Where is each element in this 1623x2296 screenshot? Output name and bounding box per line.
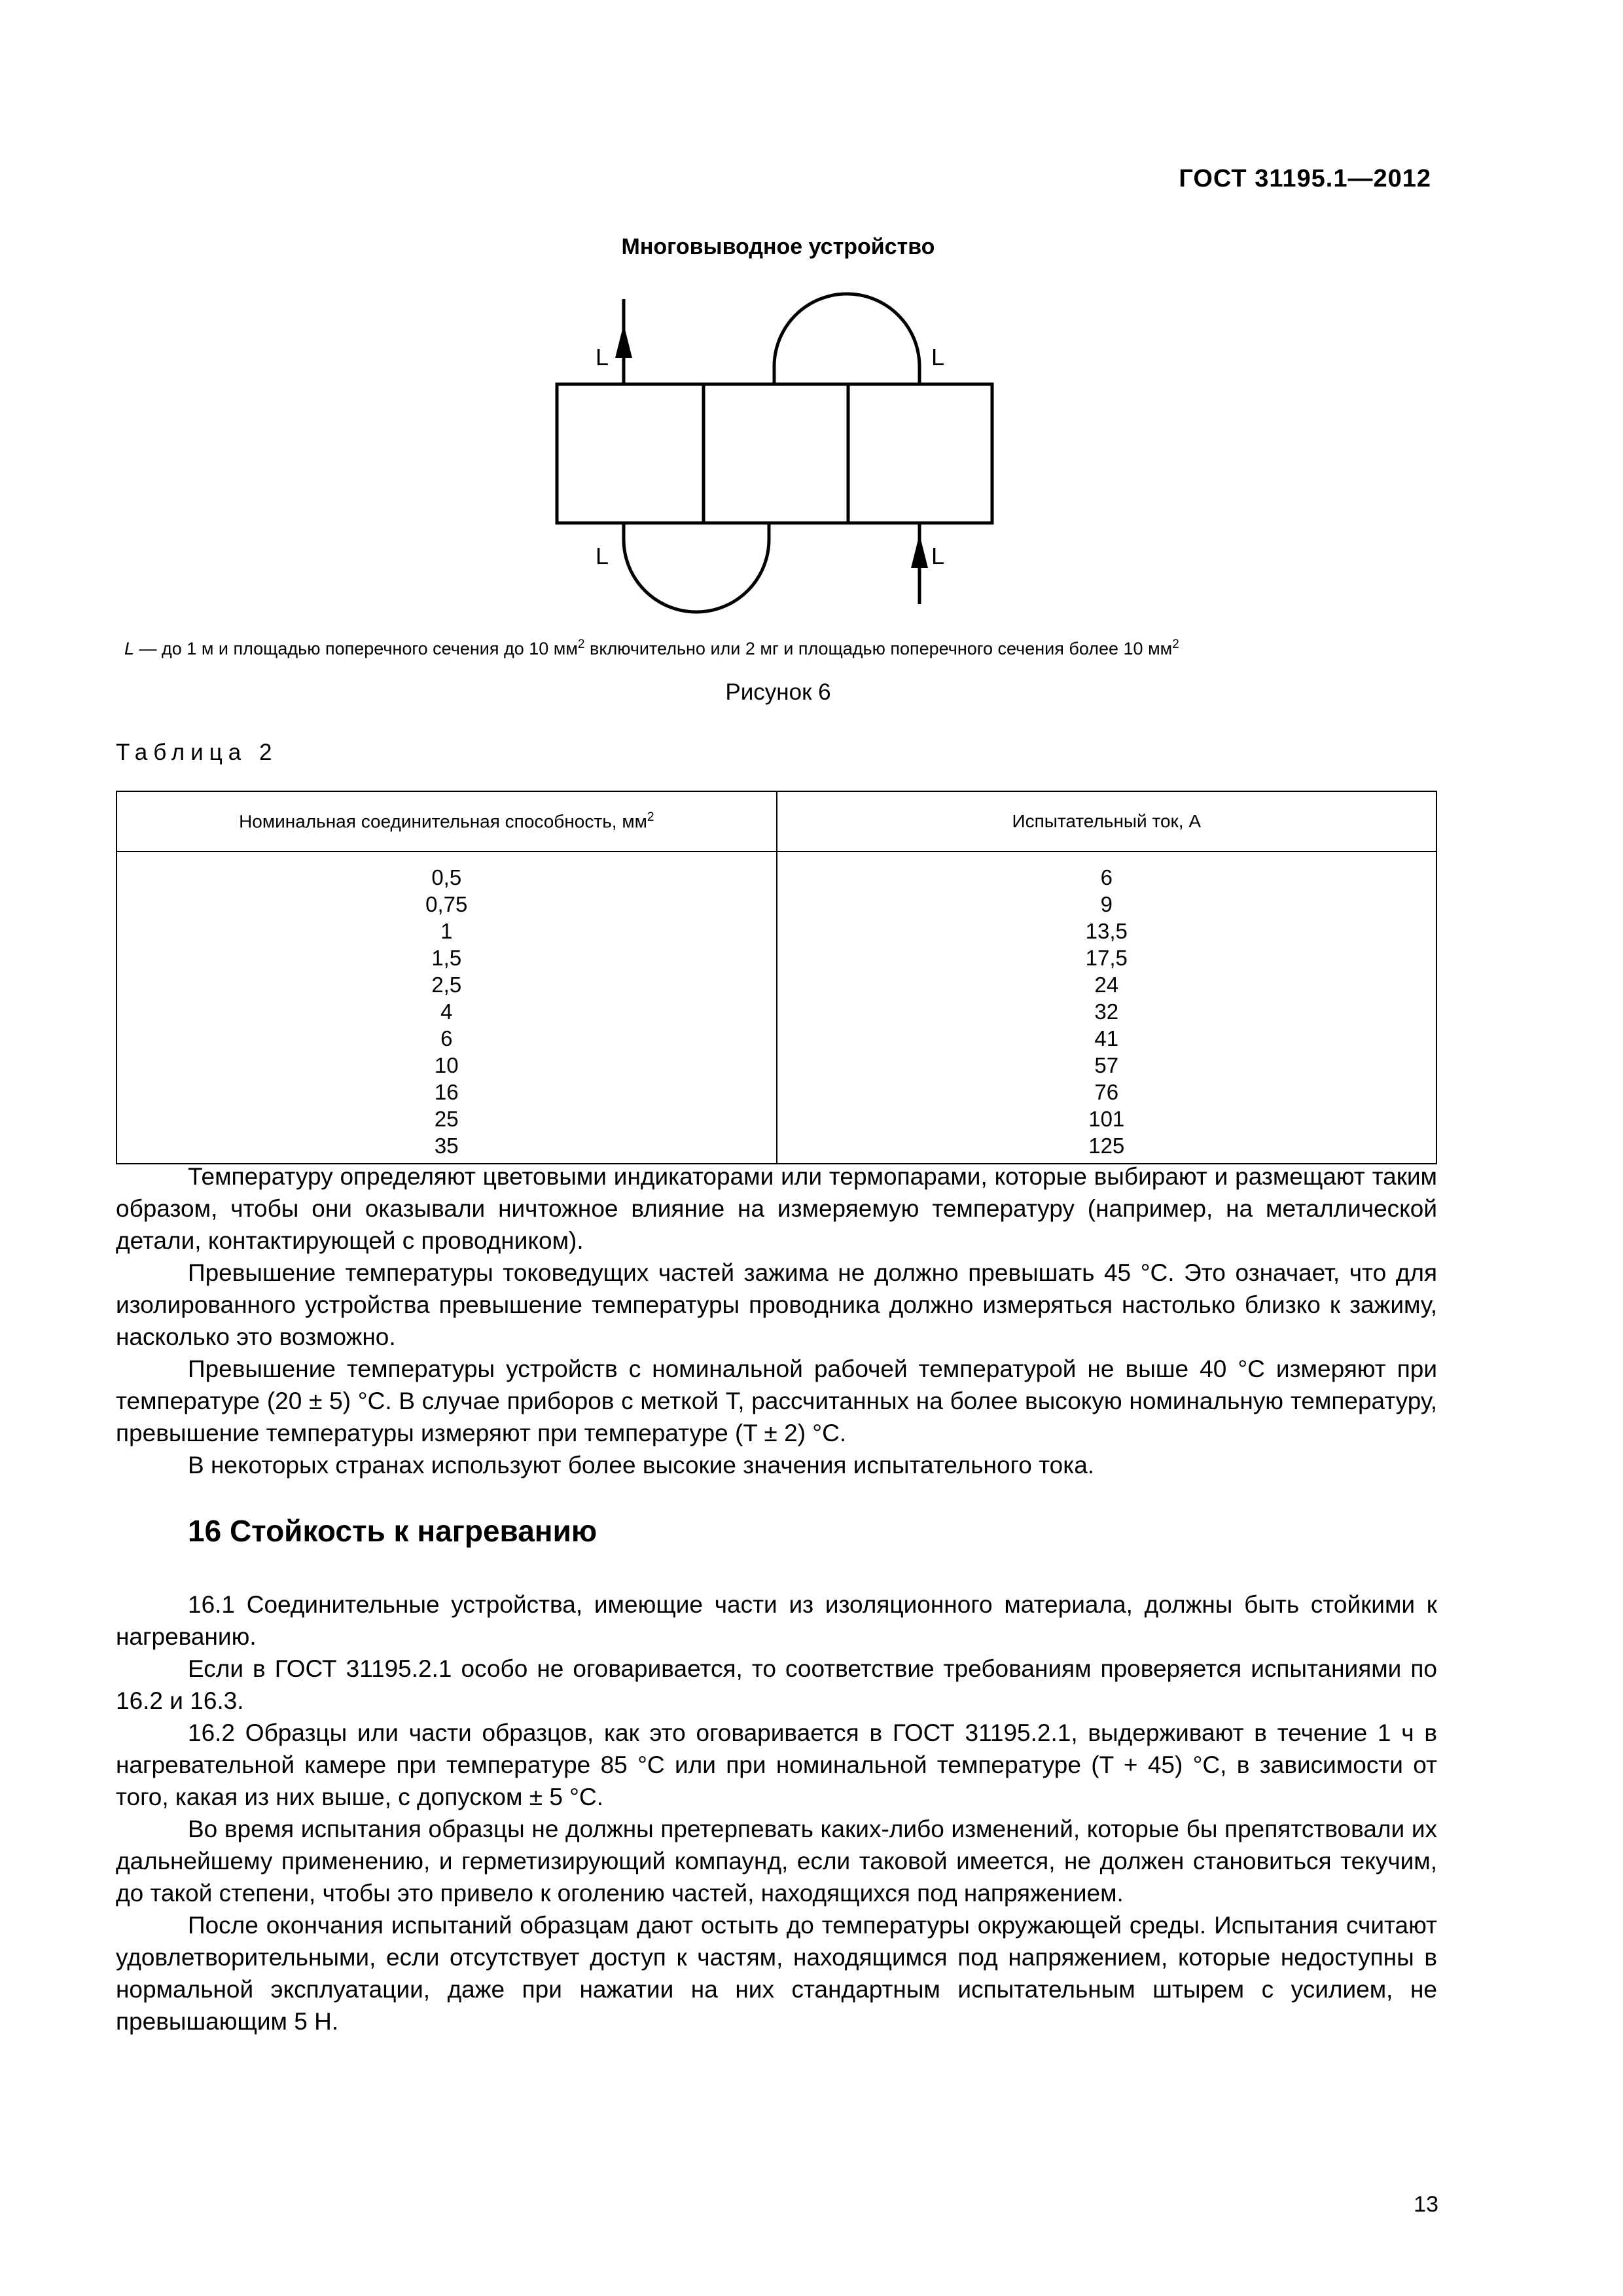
paragraph: Во время испытания образцы не должны претерпевать каких-либо изменений, которые бы препятствовали их дальнейшему применению, и герметизирующий компаунд, если таковой имеется, не должен становиться текучим, до такой степени, чтобы это привело к оголению частей, находящихся под напряжением. xyxy=(116,1816,1437,1907)
page-number: 13 xyxy=(1414,2192,1438,2217)
label-bottom-left: L xyxy=(596,543,609,569)
table-row: 1 13,5 xyxy=(116,918,1436,944)
table-row: 1,5 17,5 xyxy=(116,944,1436,971)
paragraph: Если в ГОСТ 31195.2.1 особо не оговаривается, то соответствие требованиям проверяется испытаниями по 16.2 и 16.3. xyxy=(116,1655,1437,1714)
arrow-up-icon xyxy=(615,324,632,358)
label-top-right: L xyxy=(931,344,945,370)
table-row: 0,75 9 xyxy=(116,891,1436,918)
table-label: Таблица 2 xyxy=(116,740,278,765)
conductor-loop-top xyxy=(774,294,919,384)
document-standard-id: ГОСТ 31195.1—2012 xyxy=(1179,165,1431,192)
paragraph: Температуру определяют цветовыми индикаторами или термопарами, которые выбирают и размещают таким образом, чтобы они оказывали ничтожное влияние на измеряемую температуру (например, на металлической детали, контактирующей с проводником). xyxy=(116,1163,1437,1254)
label-top-left: L xyxy=(596,344,609,370)
table-row: 10 57 xyxy=(116,1052,1436,1079)
table-row: 6 41 xyxy=(116,1025,1436,1052)
column-header-current: Испытательный ток, А xyxy=(777,791,1437,852)
table-row: 0,5 6 xyxy=(116,852,1436,891)
body-text-block xyxy=(116,1160,1437,1481)
label-bottom-right: L xyxy=(931,543,945,569)
table-row: 4 32 xyxy=(116,998,1436,1025)
figure-legend: L — до 1 м и площадью поперечного сечения до 10 $мм^2$ включительно или 2 мг и площадью поперечного сечения более 10 $мм^2$ xyxy=(124,637,1179,658)
column-header-capacity: Номинальная соединительная способность, $мм^2$ xyxy=(116,791,777,852)
test-current-table xyxy=(116,791,1437,1164)
arrow-up-icon xyxy=(911,534,928,568)
paragraph: В некоторых странах используют более высокие значения испытательного тока. xyxy=(188,1452,1095,1479)
paragraph: Превышение температуры токоведущих частей зажима не должно превышать 45 °С. Это означает, что для изолированного устройства превышение температуры проводника должно измеряться настолько близко к зажиму, насколько это возможно. xyxy=(116,1259,1437,1350)
section-heading: 16 Стойкость к нагреванию xyxy=(188,1514,597,1548)
paragraph: Превышение температуры устройств с номинальной рабочей температурой не выше 40 °С измеряют при температуре (20 ± 5) °С. В случае приборов с меткой Т, рассчитанных на более высокую номинальную температуру, превышение температуры измеряют при температуре (T ± 2) °С. xyxy=(116,1355,1437,1446)
paragraph: После окончания испытаний образцам дают остыть до температуры окружающей среды. Испытания считают удовлетворительными, если отсутствует доступ к частям, находящимся под напряжением, которые недоступны в нормальной эксплуатации, даже при нажатии на них стандартным испытательным штырем с усилием, не превышающим 5 Н. xyxy=(116,1912,1437,2035)
multi-terminal-device-diagram xyxy=(0,0,1623,628)
figure-caption: Рисунок 6 xyxy=(725,679,831,705)
table-row: 16 76 xyxy=(116,1079,1436,1105)
terminal-block-outline xyxy=(557,384,992,523)
table-row: 35 125 xyxy=(116,1132,1436,1164)
section-body-text xyxy=(116,1588,1437,2037)
paragraph: 16.1 Соединительные устройства, имеющие части из изоляционного материала, должны быть стойкими к нагреванию. xyxy=(116,1591,1437,1650)
table-header-row xyxy=(116,791,1436,852)
paragraph: 16.2 Образцы или части образцов, как это оговаривается в ГОСТ 31195.2.1, выдерживают в течение 1 ч в нагревательной камере при температуре 85 °С или при номинальной температуре (T + 45) °С, в зависимости от того, какая из них выше, с допуском ± 5 °С. xyxy=(116,1719,1437,1810)
figure-title: Многовыводное устройство xyxy=(621,234,935,259)
table-row: 2,5 24 xyxy=(116,971,1436,998)
table-row: 25 101 xyxy=(116,1105,1436,1132)
conductor-loop-bottom xyxy=(624,523,769,612)
